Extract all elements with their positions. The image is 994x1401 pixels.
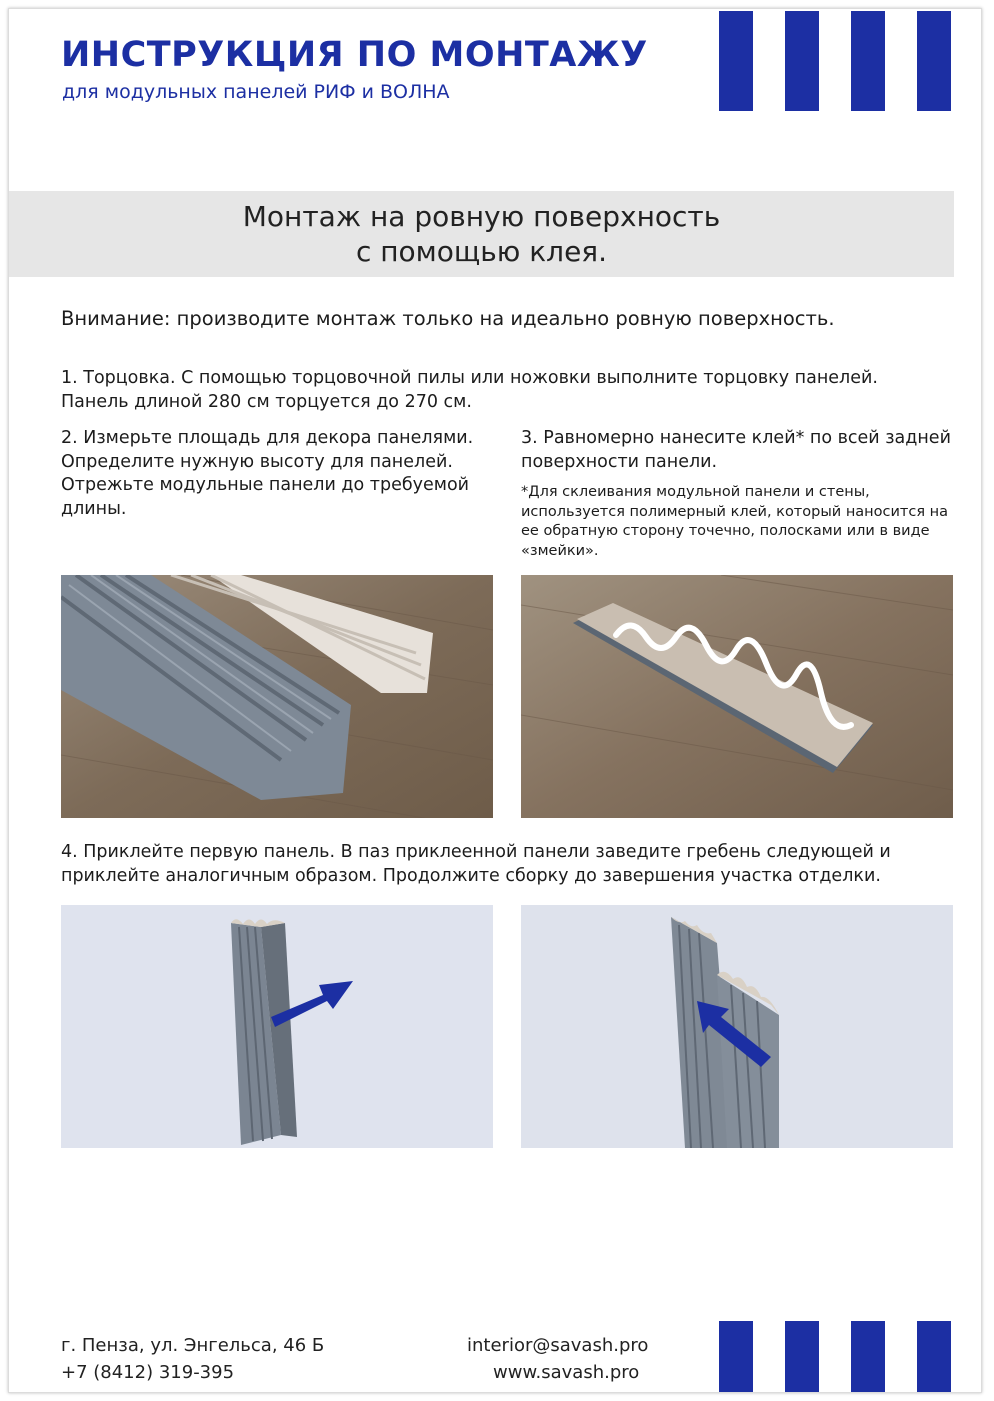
step-4-line-2: приклейте аналогичным образом. Продолжите сборку до завершения участка отделки. — [61, 865, 881, 886]
step-3-text: 3. Равномерно нанесите клей* по всей задней поверхности панели. — [521, 428, 951, 472]
banner-line-2: с помощью клея. — [355, 235, 608, 268]
step-1-text — [61, 367, 961, 414]
instruction-page — [8, 8, 982, 1393]
footer-website[interactable]: www.savash.pro — [493, 1362, 640, 1383]
header-stripes — [719, 11, 982, 111]
footer-phone[interactable]: +7 (8412) 319-395 — [61, 1362, 235, 1383]
warning-text: Внимание: производите монтаж только на идеально ровную поверхность. — [61, 307, 835, 330]
step-2-text: 2. Измерьте площадь для декора панелями. Определите нужную высоту для панелей. Отрежьте модульные панели до требуемой длины. — [61, 428, 474, 519]
footer-email[interactable]: interior@savash.pro — [467, 1335, 649, 1356]
page-subtitle: для модульных панелей РИФ и ВОЛНА — [62, 81, 450, 103]
step-4-line-1: 4. Приклейте первую панель. В паз приклеенной панели заведите гребень следующей и — [61, 842, 891, 862]
banner-line-1: Монтаж на ровную поверхность — [242, 200, 721, 233]
section-banner — [9, 191, 954, 277]
photo-second-panel — [521, 905, 953, 1148]
photo-glue-application — [521, 575, 953, 818]
photo-cut-panels — [61, 575, 493, 818]
page-title: ИНСТРУКЦИЯ ПО МОНТАЖУ — [61, 35, 648, 75]
step-1-line-1: 1. Торцовка. С помощью торцовочной пилы или ножовки выполните торцовку панелей. — [61, 368, 878, 388]
step-4-text — [61, 841, 961, 888]
glue-note: *Для склеивания модульной панели и стены, используется полимерный клей, который наносится на ее обратную сторону точечно, полосками или в виде «змейки». — [521, 484, 949, 559]
step-1-line-2: Панель длиной 280 см торцуется до 270 см. — [61, 391, 472, 412]
photo-first-panel — [61, 905, 493, 1148]
footer-stripes — [719, 1321, 982, 1393]
footer-address: г. Пенза, ул. Энгельса, 46 Б — [61, 1335, 325, 1356]
